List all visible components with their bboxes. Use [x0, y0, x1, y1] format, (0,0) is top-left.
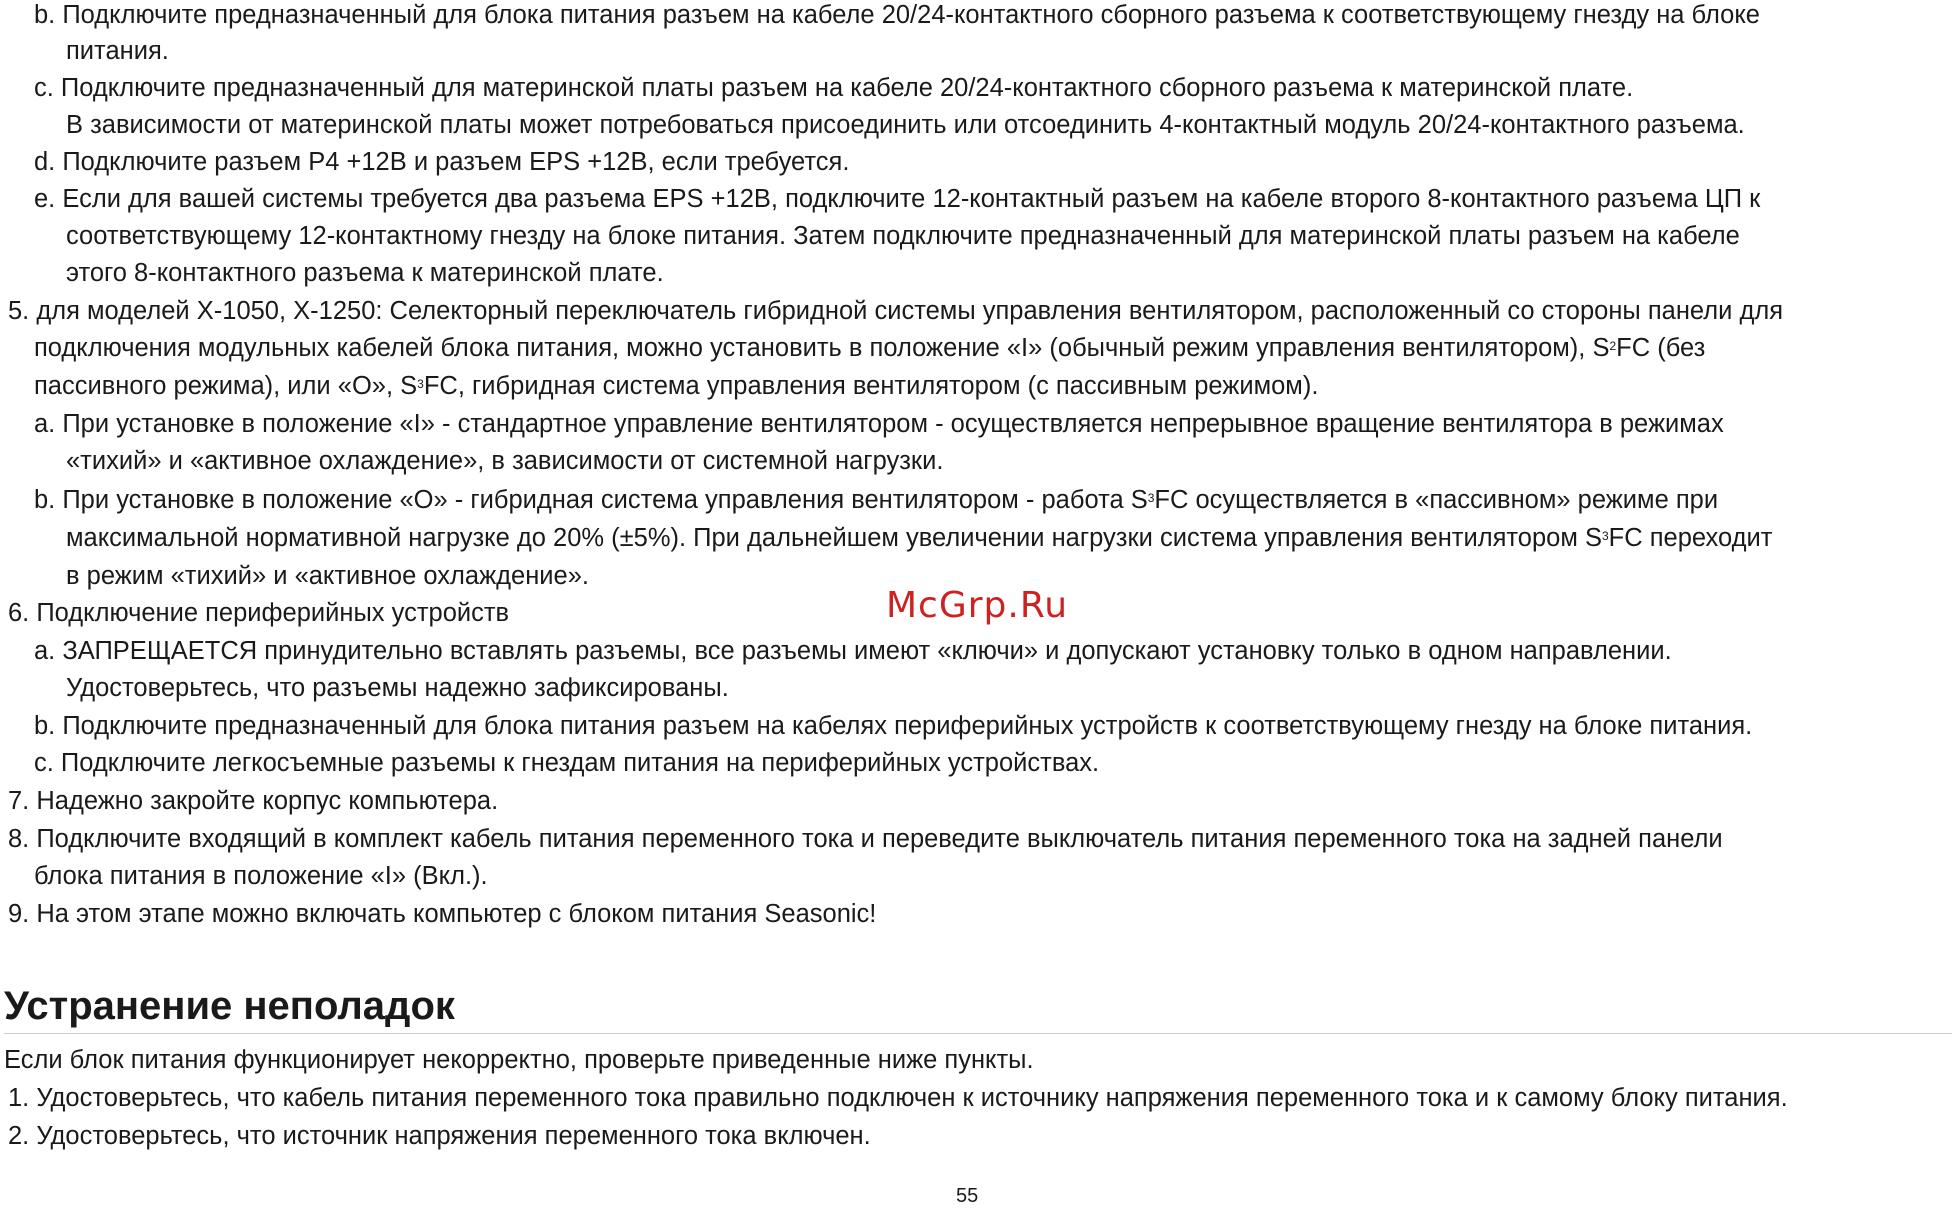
text-span: подключения модульных кабелей блока питания, можно установить в положение «I» (обычный режим управления вентилятором), S [34, 334, 1610, 362]
list-item-c-line-2: В зависимости от материнской платы может потребоваться присоединить или отсоединить 4-контактный модуль 20/24-контактного разъема. [66, 111, 1745, 139]
text-span: FC переходит [1608, 524, 1773, 552]
page-number: 55 [956, 1185, 979, 1207]
text-span: FC (без [1616, 334, 1706, 362]
list-item-e-line-3: этого 8-контактного разъема к материнской плате. [66, 259, 664, 287]
list-item-e-line-1: e. Если для вашей системы требуется два разъема EPS +12В, подключите 12-контактный разъем на кабеле второго 8-контактного разъема ЦП к [34, 185, 1761, 213]
text-span: пассивного режима), или «O», S [34, 372, 418, 400]
list-item-8-line-1: 8. Подключите входящий в комплект кабель питания переменного тока и переведите выключатель питания переменного тока на задней панели [8, 825, 1723, 853]
list-item-6a-line-1: a. ЗАПРЕЩАЕТСЯ принудительно вставлять разъемы, все разъемы имеют «ключи» и допускают установку только в одном направлении. [34, 637, 1672, 665]
list-item-7: 7. Надежно закройте корпус компьютера. [8, 787, 499, 815]
text-span: FC, гибридная система управления вентилятором (с пассивным режимом). [423, 372, 1319, 400]
list-item-8-line-2: блока питания в положение «I» (Вкл.). [34, 862, 488, 890]
list-item-e-line-2: соответствующему 12-контактному гнезду на блоке питания. Затем подключите предназначенный для материнской платы разъем на кабеле [66, 222, 1740, 250]
section-heading: Устранение неполадок [4, 984, 455, 1028]
superscript: 3 [417, 377, 424, 391]
watermark: McGrp.Ru [886, 585, 1069, 626]
list-item-5-line-3 [34, 371, 1318, 401]
list-item-b-line-2: питания. [66, 37, 169, 65]
list-item-6: 6. Подключение периферийных устройств [8, 599, 510, 627]
list-item-9: 9. На этом этапе можно включать компьютер с блоком питания Seasonic! [8, 900, 877, 928]
text-span: максимальной нормативной нагрузке до 20% (±5%). При дальнейшем увеличении нагрузки система управления вентилятором S [66, 524, 1602, 552]
superscript: 2 [1609, 339, 1617, 353]
list-item-5b-line-3: в режим «тихий» и «активное охлаждение». [66, 562, 589, 590]
list-item-5-line-1: 5. для моделей X-1050, X-1250: Селекторный переключатель гибридной системы управления вентилятором, расположенный со стороны панели для [8, 297, 1784, 325]
list-item-6b: b. Подключите предназначенный для блока питания разъем на кабелях периферийных устройств к соответствующему гнезду на блоке питания. [34, 712, 1753, 740]
list-item-6c: c. Подключите легкосъемные разъемы к гнездам питания на периферийных устройствах. [34, 749, 1100, 777]
list-item-6a-line-2: Удостоверьтесь, что разъемы надежно зафиксированы. [66, 674, 729, 702]
list-item-5a-line-2: «тихий» и «активное охлаждение», в зависимости от системной нагрузки. [66, 447, 944, 475]
text-span: b. При установке в положение «O» - гибридная система управления вентилятором - работа S [34, 486, 1148, 514]
list-item-5b-line-2 [66, 523, 1772, 553]
list-item-c-line-1: c. Подключите предназначенный для материнской платы разъем на кабеле 20/24-контактного сборного разъема к материнской плате. [34, 74, 1634, 102]
trouble-item-1: 1. Удостоверьтесь, что кабель питания переменного тока правильно подключен к источнику напряжения переменного тока и к самому блоку питания. [8, 1084, 1788, 1112]
trouble-intro: Если блок питания функционирует некорректно, проверьте приведенные ниже пункты. [4, 1046, 1034, 1074]
superscript: 3 [1147, 491, 1155, 505]
list-item-d: d. Подключите разъем P4 +12В и разъем EPS +12В, если требуется. [34, 148, 850, 176]
text-span: FC осуществляется в «пассивном» режиме при [1154, 486, 1719, 514]
heading-divider [4, 1033, 1952, 1034]
list-item-b-line-1: b. Подключите предназначенный для блока питания разъем на кабеле 20/24-контактного сборного разъема к соответствующему гнезду на блоке [34, 1, 1760, 29]
trouble-item-2: 2. Удостоверьтесь, что источник напряжения переменного тока включен. [8, 1122, 871, 1150]
list-item-5b-line-1 [34, 485, 1718, 515]
superscript: 3 [1601, 529, 1609, 543]
list-item-5-line-2 [34, 333, 1705, 363]
list-item-5a-line-1: a. При установке в положение «I» - стандартное управление вентилятором - осуществляется непрерывное вращение вентилятора в режимах [34, 410, 1724, 438]
